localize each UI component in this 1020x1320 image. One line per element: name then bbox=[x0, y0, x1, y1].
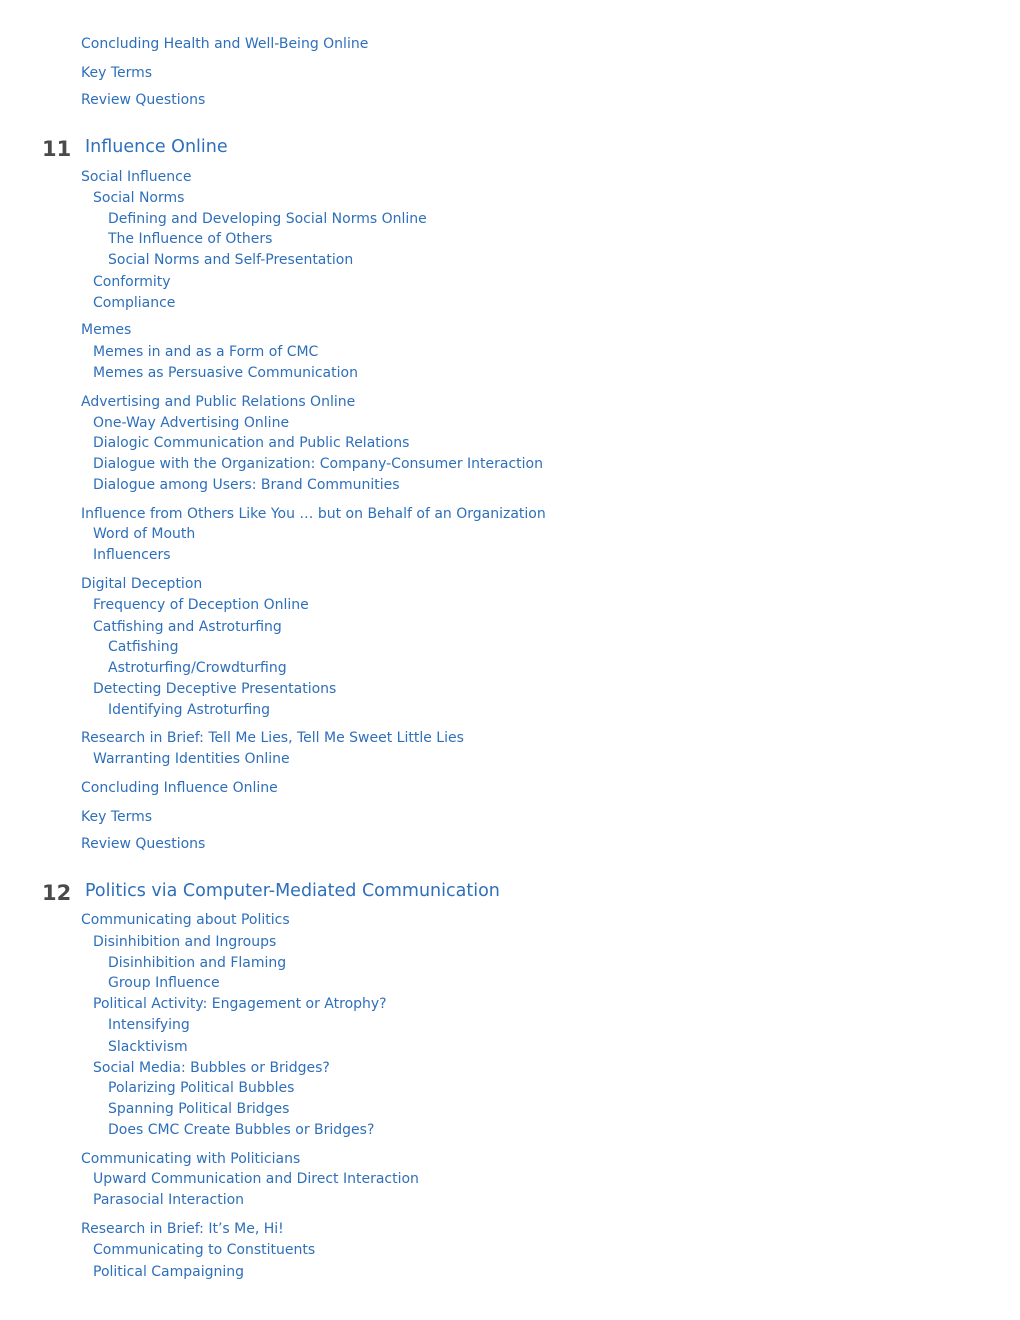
chapter-title[interactable]: Politics via Computer-Mediated Communication bbox=[85, 881, 500, 901]
toc-entry[interactable]: Memes as Persuasive Communication bbox=[93, 365, 358, 381]
toc-entry[interactable]: Influencers bbox=[93, 547, 171, 563]
toc-entry[interactable]: Communicating with Politicians bbox=[81, 1151, 301, 1167]
toc-entry[interactable]: Communicating about Politics bbox=[81, 912, 290, 928]
toc-entry[interactable]: Parasocial Interaction bbox=[93, 1192, 245, 1208]
toc-entry[interactable]: Social Influence bbox=[81, 169, 192, 185]
toc-entry[interactable]: Dialogue among Users: Brand Communities bbox=[93, 477, 400, 493]
toc-entry[interactable]: Upward Communication and Direct Interaction bbox=[93, 1171, 419, 1187]
toc-entry[interactable]: Key Terms bbox=[81, 65, 153, 81]
chapter-title[interactable]: Influence Online bbox=[85, 137, 228, 157]
toc-entry[interactable]: Frequency of Deception Online bbox=[93, 597, 309, 613]
toc-entry[interactable]: Spanning Political Bridges bbox=[108, 1101, 290, 1117]
toc-entry[interactable]: Political Campaigning bbox=[93, 1264, 245, 1280]
toc-entry[interactable]: Research in Brief: Tell Me Lies, Tell Me Sweet Little Lies bbox=[81, 730, 464, 746]
toc-entry[interactable]: Group Influence bbox=[108, 975, 220, 991]
toc-entry[interactable]: Influence from Others Like You … but on Behalf of an Organization bbox=[81, 506, 546, 522]
toc-entry[interactable]: Detecting Deceptive Presentations bbox=[93, 681, 337, 697]
toc-entry[interactable]: Compliance bbox=[93, 295, 176, 311]
toc-entry[interactable]: Identifying Astroturfing bbox=[108, 702, 271, 718]
toc-entry[interactable]: Memes in and as a Form of CMC bbox=[93, 344, 319, 360]
toc-entry[interactable]: The Influence of Others bbox=[108, 231, 273, 247]
toc-entry[interactable]: Political Activity: Engagement or Atrophy? bbox=[93, 996, 387, 1012]
toc-entry[interactable]: Does CMC Create Bubbles or Bridges? bbox=[108, 1122, 375, 1138]
toc-entry[interactable]: Disinhibition and Flaming bbox=[108, 955, 287, 971]
toc-entry[interactable]: Review Questions bbox=[81, 92, 206, 108]
toc-entry[interactable]: Social Norms and Self-Presentation bbox=[108, 252, 354, 268]
toc-entry[interactable]: Memes bbox=[81, 322, 132, 338]
toc-entry[interactable]: Defining and Developing Social Norms Online bbox=[108, 211, 427, 227]
toc-entry[interactable]: Social Media: Bubbles or Bridges? bbox=[93, 1060, 330, 1076]
toc-entry[interactable]: Word of Mouth bbox=[93, 526, 196, 542]
toc-entry[interactable]: Astroturfing/Crowdturfing bbox=[108, 660, 287, 676]
toc-entry[interactable]: Key Terms bbox=[81, 809, 153, 825]
toc-entry[interactable]: Digital Deception bbox=[81, 576, 203, 592]
chapter-number: 11 bbox=[42, 137, 72, 161]
toc-entry[interactable]: Concluding Influence Online bbox=[81, 780, 278, 796]
toc-entry[interactable]: One-Way Advertising Online bbox=[93, 415, 290, 431]
toc-entry[interactable]: Advertising and Public Relations Online bbox=[81, 394, 356, 410]
toc-entry[interactable]: Social Norms bbox=[93, 190, 185, 206]
toc-entry[interactable]: Catfishing and Astroturfing bbox=[93, 619, 282, 635]
toc-entry[interactable]: Dialogue with the Organization: Company-Consumer Interaction bbox=[93, 456, 543, 472]
toc-entry[interactable]: Dialogic Communication and Public Relations bbox=[93, 435, 410, 451]
toc-entry[interactable]: Disinhibition and Ingroups bbox=[93, 934, 277, 950]
toc-entry[interactable]: Concluding Health and Well-Being Online bbox=[81, 36, 369, 52]
toc-entry[interactable]: Intensifying bbox=[108, 1017, 190, 1033]
toc-entry[interactable]: Warranting Identities Online bbox=[93, 751, 290, 767]
toc-entry[interactable]: Polarizing Political Bubbles bbox=[108, 1080, 295, 1096]
toc-entry[interactable]: Conformity bbox=[93, 274, 171, 290]
toc-entry[interactable]: Research in Brief: It’s Me, Hi! bbox=[81, 1221, 284, 1237]
toc-entry[interactable]: Slacktivism bbox=[108, 1039, 188, 1055]
toc-entry[interactable]: Review Questions bbox=[81, 836, 206, 852]
chapter-number: 12 bbox=[42, 881, 72, 905]
toc-entry[interactable]: Catfishing bbox=[108, 639, 179, 655]
toc-entry[interactable]: Communicating to Constituents bbox=[93, 1242, 316, 1258]
